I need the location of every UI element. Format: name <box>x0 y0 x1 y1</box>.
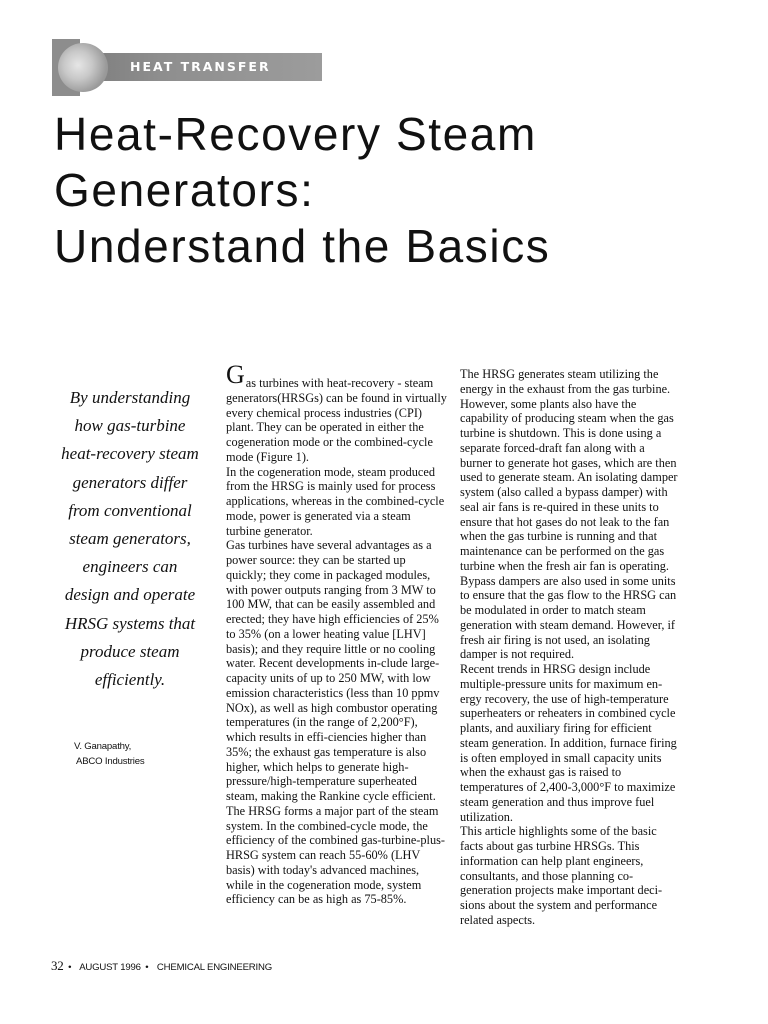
page-footer <box>51 958 272 974</box>
body-column-2 <box>460 367 678 928</box>
pull-quote-line: HRSG systems that <box>64 613 196 633</box>
body-paragraph: In the cogeneration mode, steam produced from the HRSG is mainly used for process applications, whereas in the combined-cycle mode, power is generated via a steam turbine generator. <box>226 464 445 538</box>
title-line: Understand the Basics <box>54 220 551 272</box>
title-line: Heat-Recovery Steam <box>54 108 537 160</box>
footer-date: AUGUST 1996 <box>79 962 141 973</box>
section-tab-arc <box>58 43 108 92</box>
footer-separator: • <box>145 962 149 973</box>
footer-publication: CHEMICAL ENGINEERING <box>156 962 272 973</box>
pull-quote-line: efficiently. <box>94 670 166 690</box>
pull-quote-line: generators differ <box>72 472 188 492</box>
pull-quote-line: steam generators, <box>69 529 191 549</box>
article-title <box>54 106 754 274</box>
pull-quote-line: By understanding <box>69 388 191 407</box>
body-column-1 <box>226 360 448 907</box>
body-paragraph <box>226 360 448 465</box>
pull-quote-line: design and operate <box>64 585 196 605</box>
title-line: Generators: <box>54 164 315 216</box>
footer-separator: • <box>68 962 72 973</box>
body-paragraph: The HRSG forms a major part of the steam system. In the combined-cycle mode, the efficiency of the combined gas-turbine-plus-HRSG system can reach 55-60% (LHV basis) with today's advanced machines, while in the cogeneration mode, system efficiency can be as high as 75-85%. <box>226 803 445 907</box>
body-paragraph: Recent trends in HRSG design include multiple-pressure units for maximum en-ergy recovery, the use of high-temperature superheaters or reheaters in combined cycle plants, and auxiliary firing for efficient steam generation. In addition, furnace firing is often employed in small capacity units when the exhaust gas is raised to temperatures of 2,400-3,000°F to maximize steam generation and thus improve fuel utilization. <box>460 662 677 824</box>
drop-cap: G <box>226 360 245 389</box>
page-number: 32 <box>51 958 64 973</box>
pull-quote-line: produce steam <box>80 641 180 661</box>
body-paragraph: The HRSG generates steam utilizing the energy in the exhaust from the gas turbine. However, some plants also have the capability of producing steam when the gas turbine is shutdown. This is done using a separate forced-draft fan along with a burner to generate hot gases, which are then used to generate steam. An isolating damper system (also called a bypass damper) with seal air fans is re-quired in these units to ensure that hot gases do not leak to the fan when the gas turbine is running and that maintenance can be performed on the gas turbine when the fresh air fan is operating. Bypass dampers are also used in some units to ensure that the gas flow to the HRSG can be modulated in order to match steam generation with steam demand. However, if fresh air firing is not used, an isolating damper is not required. <box>460 367 678 662</box>
body-paragraph: This article highlights some of the basic facts about gas turbine HRSGs. This information can help plant engineers, consultants, and those planning co-generation projects make important deci-sions about the system and performance related aspects. <box>460 824 663 927</box>
pull-quote-line: how gas-turbine <box>74 416 186 436</box>
pull-quote-line: heat-recovery steam <box>61 444 199 464</box>
section-tab <box>52 39 322 96</box>
author-name: V. Ganapathy, <box>74 741 132 752</box>
pull-quote-line: engineers can <box>82 557 178 577</box>
paragraph-text: as turbines with heat-recovery - steam generators(HRSGs) can be found in virtually every chemical process industries (CPI) plant. They can be operated in either the cogeneration mode or the combined-cycle mode (Figure 1). <box>226 376 447 464</box>
pull-quote-line: from conventional <box>68 500 192 520</box>
byline <box>74 740 144 769</box>
section-label: HEAT TRANSFER <box>130 59 271 74</box>
body-paragraph: Gas turbines have several advantages as a power source: they can be started up quickly; they come in packaged modules, with power outputs ranging from 3 MW to 100 MW, that can be easily assembled and erected; they have high efficiencies of 25% to 35% (on a lower heating value [LHV] basis); and they require little or no cooling water. Recent developments in-clude large-capacity units of up to 250 MW, with low emission characteristics (less than 10 ppmv NOx), as well as high combustor operating temperatures (in the range of 2,200°F), which results in effi-ciencies higher than 35%; the exhaust gas temperature is also higher, which helps to generate high-pressure/high-temperature superheated steam, making the Rankine cycle efficient. <box>226 538 440 803</box>
pull-quote <box>46 384 214 694</box>
author-affiliation: ABCO Industries <box>76 755 145 767</box>
